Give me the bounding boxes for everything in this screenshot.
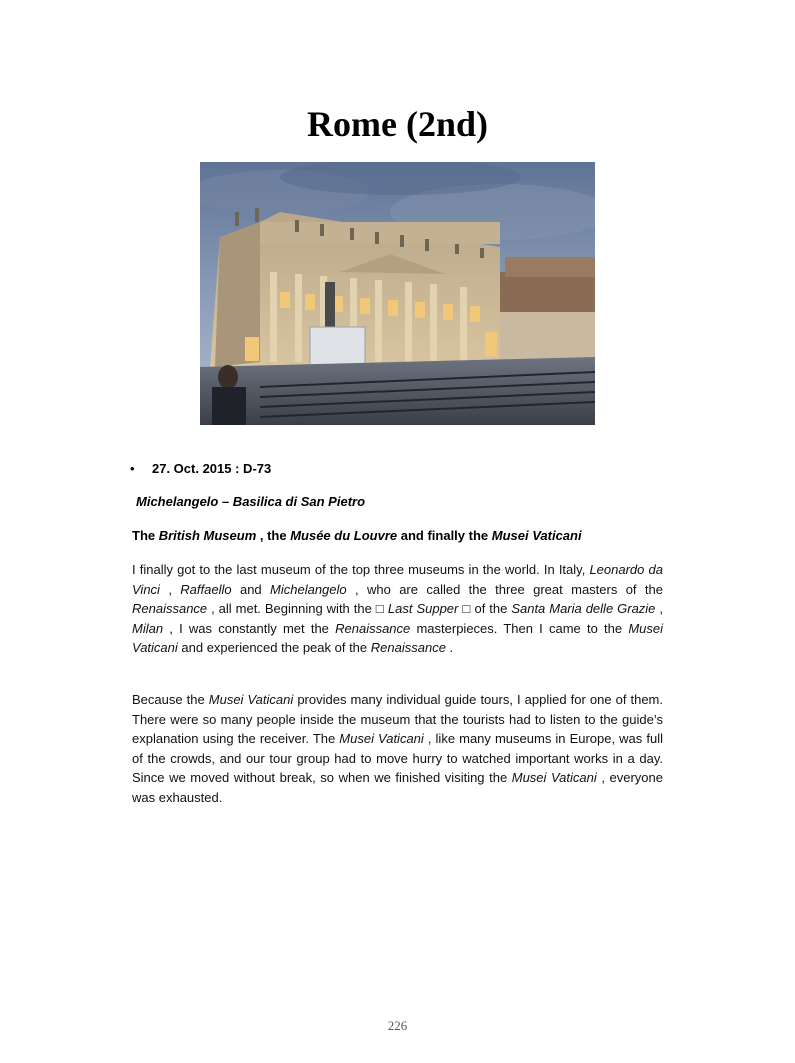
heading-italic: Musei Vaticani <box>491 528 582 543</box>
date-label: 27. Oct. 2015 : D-73 <box>152 461 272 476</box>
heading-text: and finally the <box>397 528 492 543</box>
page-number: 226 <box>387 1018 408 1033</box>
heading-text: , the <box>256 528 291 543</box>
bullet-dot-icon: • <box>130 461 135 476</box>
date-bullet <box>130 460 271 478</box>
section-subtitle: Michelangelo – Basilica di San Pietro <box>136 494 366 509</box>
paragraph-1: I finally got to the last museum of the top three museums in the world. In Italy, Leonardo da Vinci , Raffaello and Michelangelo , who are called the three great masters of the Renaissance , all met. Beginning with the □ Last Supper □ of the Santa Maria delle Grazie , Milan , I was constantly met the Renaissance masterpieces. Then I came to the Musei Vaticani and experienced the peak of the Renaissance . <box>132 562 663 655</box>
heading-italic: Musée du Louvre <box>290 528 398 543</box>
heading-text: The <box>132 528 159 543</box>
basilica-photo <box>200 162 595 425</box>
paragraph-2: Because the Musei Vaticani provides many individual guide tours, I applied for one of them. There were so many people inside the museum that the tourists had to listen to the guide’s explanation using the receiver. The Musei Vaticani , like many museums in Europe, was full of the crowds, and our tour group had to move hurry to watched important works in a day. Since we moved without break, so when we finished visiting the Musei Vaticani , everyone was exhausted. <box>132 692 663 805</box>
page-title: Rome (2nd) <box>307 104 488 144</box>
section-heading <box>132 527 582 545</box>
heading-italic: British Museum <box>158 528 257 543</box>
